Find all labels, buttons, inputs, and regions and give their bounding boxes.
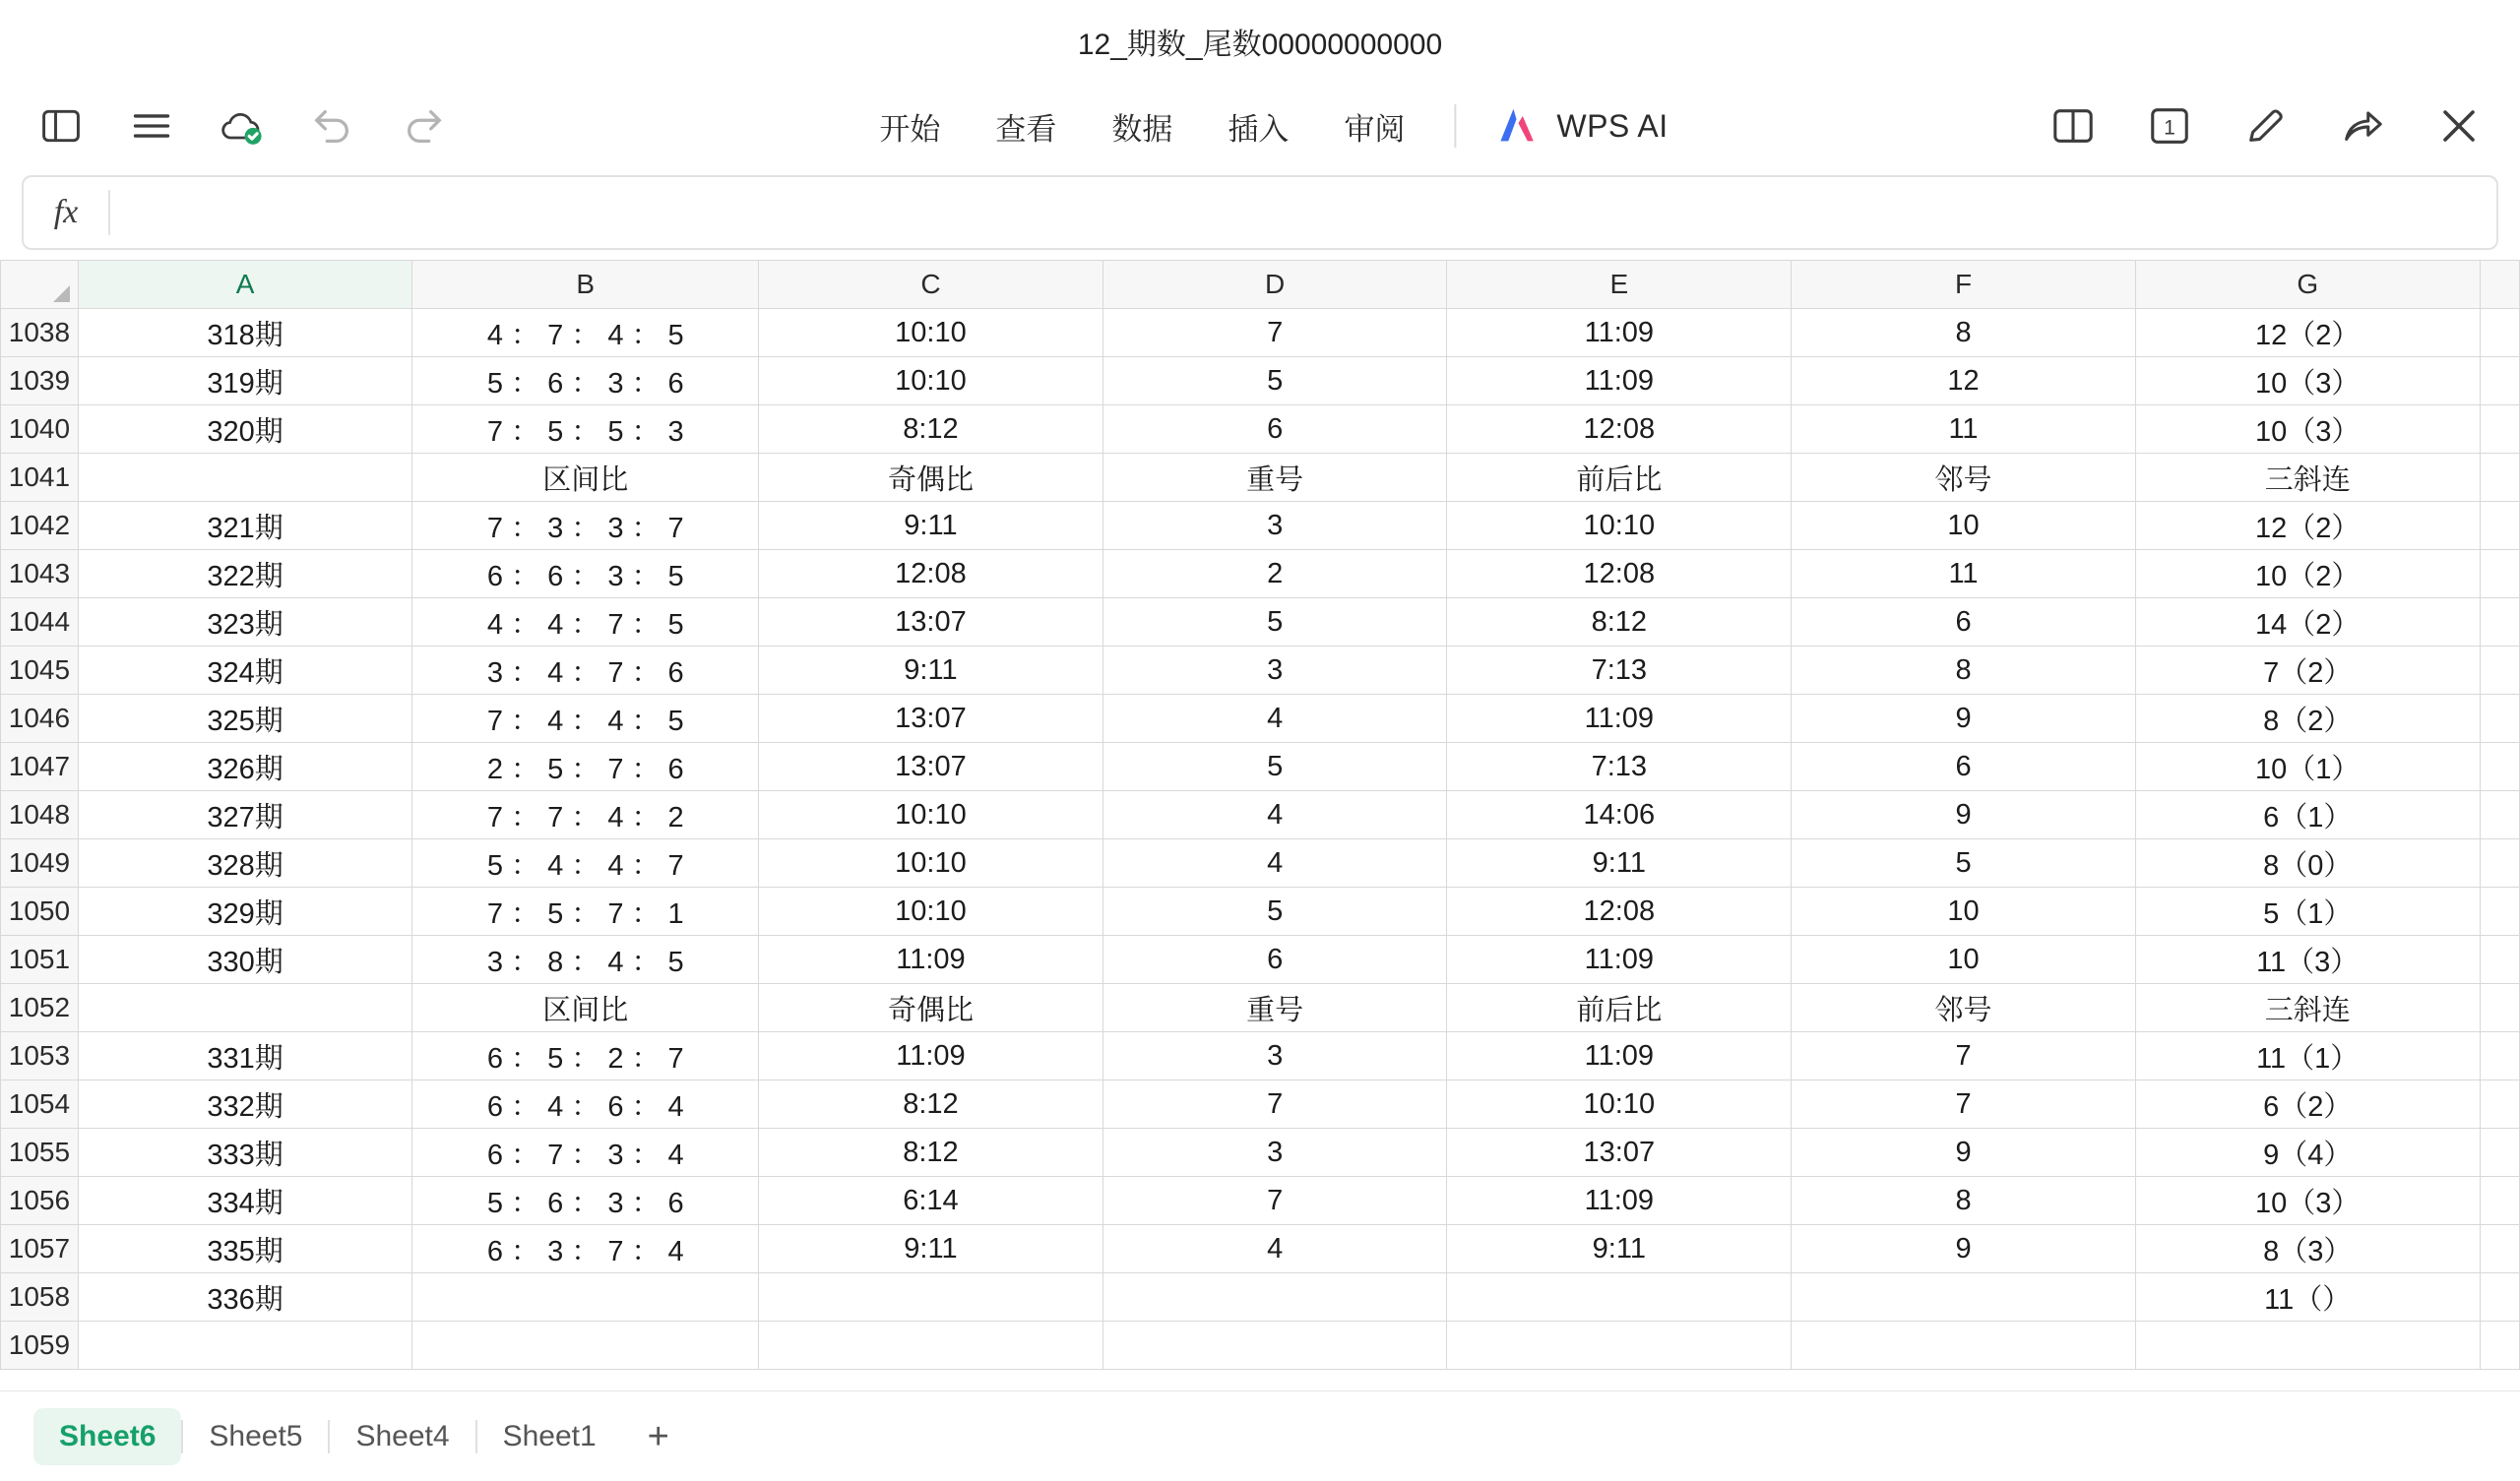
cell-B1058[interactable] xyxy=(412,1273,759,1322)
cell-A1056[interactable]: 334期 xyxy=(78,1177,412,1225)
row-header[interactable]: 1052 xyxy=(1,984,79,1032)
cell-D1039[interactable]: 5 xyxy=(1102,357,1447,405)
cell-C1042[interactable]: 9:11 xyxy=(759,502,1103,550)
row-header[interactable]: 1042 xyxy=(1,502,79,550)
corner-triangle-icon xyxy=(53,285,70,302)
grid-table xyxy=(0,260,2520,1370)
row-header[interactable]: 1048 xyxy=(1,791,79,839)
table-row[interactable] xyxy=(1,695,2520,743)
row-header[interactable]: 1043 xyxy=(1,550,79,598)
row-header[interactable]: 1040 xyxy=(1,405,79,454)
cell-F1053[interactable]: 7 xyxy=(1792,1032,2136,1080)
row-header[interactable]: 1054 xyxy=(1,1080,79,1129)
cell-C1051[interactable]: 11:09 xyxy=(759,936,1103,984)
cell-G1057[interactable]: 8（3） xyxy=(2135,1225,2480,1273)
cell-G1041[interactable]: 三斜连 xyxy=(2135,454,2480,502)
cell-D1043[interactable]: 2 xyxy=(1102,550,1447,598)
cell-D1049[interactable]: 4 xyxy=(1102,839,1447,888)
cell-H1039[interactable] xyxy=(2480,357,2519,405)
cell-A1054[interactable]: 332期 xyxy=(78,1080,412,1129)
cell-E1049[interactable]: 9:11 xyxy=(1447,839,1792,888)
cell-F1057[interactable]: 9 xyxy=(1792,1225,2136,1273)
cell-H1047[interactable] xyxy=(2480,743,2519,791)
table-row[interactable] xyxy=(1,1080,2520,1129)
cell-C1044[interactable]: 13:07 xyxy=(759,598,1103,647)
cell-F1039[interactable]: 12 xyxy=(1792,357,2136,405)
table-row[interactable] xyxy=(1,309,2520,357)
cell-C1039[interactable]: 10:10 xyxy=(759,357,1103,405)
svg-text:1: 1 xyxy=(2164,116,2175,140)
cell-H1048[interactable] xyxy=(2480,791,2519,839)
cell-E1052[interactable]: 前后比 xyxy=(1447,984,1792,1032)
cloud-sync-icon[interactable] xyxy=(215,98,270,154)
cell-H1046[interactable] xyxy=(2480,695,2519,743)
cell-D1057[interactable]: 4 xyxy=(1102,1225,1447,1273)
column-header-d[interactable]: D xyxy=(1102,261,1447,309)
cell-D1056[interactable]: 7 xyxy=(1102,1177,1447,1225)
row-header[interactable]: 1045 xyxy=(1,647,79,695)
cell-B1046[interactable]: 7 ： 4 ： 4 ： 5 xyxy=(412,695,759,743)
table-row[interactable] xyxy=(1,743,2520,791)
row-header[interactable]: 1044 xyxy=(1,598,79,647)
cell-G1040[interactable]: 10（3） xyxy=(2135,405,2480,454)
cell-F1038[interactable]: 8 xyxy=(1792,309,2136,357)
cell-B1040[interactable]: 7 ： 5 ： 5 ： 3 xyxy=(412,405,759,454)
cell-F1059[interactable] xyxy=(1792,1322,2136,1370)
cell-B1056[interactable]: 5 ： 6 ： 3 ： 6 xyxy=(412,1177,759,1225)
cell-G1049[interactable]: 8（0） xyxy=(2135,839,2480,888)
cell-B1038[interactable]: 4 ： 7 ： 4 ： 5 xyxy=(412,309,759,357)
cell-C1038[interactable]: 10:10 xyxy=(759,309,1103,357)
cell-A1042[interactable]: 321期 xyxy=(78,502,412,550)
cell-E1048[interactable]: 14:06 xyxy=(1447,791,1792,839)
row-header[interactable]: 1053 xyxy=(1,1032,79,1080)
cell-E1046[interactable]: 11:09 xyxy=(1447,695,1792,743)
cell-A1046[interactable]: 325期 xyxy=(78,695,412,743)
cell-B1043[interactable]: 6 ： 6 ： 3 ： 5 xyxy=(412,550,759,598)
grid-body xyxy=(1,309,2520,1370)
hamburger-menu-icon[interactable] xyxy=(124,98,179,154)
row-header[interactable]: 1057 xyxy=(1,1225,79,1273)
fx-icon[interactable]: fx xyxy=(53,194,79,230)
cell-D1052[interactable]: 重号 xyxy=(1102,984,1447,1032)
table-row[interactable] xyxy=(1,1032,2520,1080)
cell-A1041[interactable] xyxy=(78,454,412,502)
cell-D1045[interactable]: 3 xyxy=(1102,647,1447,695)
sheet-tab-sheet1[interactable]: Sheet1 xyxy=(502,1419,597,1452)
wps-ai-label: WPS AI xyxy=(1556,107,1669,144)
cell-H1052[interactable] xyxy=(2480,984,2519,1032)
cell-F1050[interactable]: 10 xyxy=(1792,888,2136,936)
share-icon[interactable] xyxy=(2335,98,2390,154)
cell-E1044[interactable]: 8:12 xyxy=(1447,598,1792,647)
split-view-icon[interactable] xyxy=(2046,98,2101,154)
cell-D1038[interactable]: 7 xyxy=(1102,309,1447,357)
cell-F1058[interactable] xyxy=(1792,1273,2136,1322)
tab-insert[interactable]: 插入 xyxy=(1228,111,1290,147)
column-header-c[interactable]: C xyxy=(759,261,1103,309)
table-row[interactable] xyxy=(1,550,2520,598)
cell-G1052[interactable]: 三斜连 xyxy=(2135,984,2480,1032)
table-row[interactable] xyxy=(1,839,2520,888)
cell-B1052[interactable]: 区间比 xyxy=(412,984,759,1032)
cell-E1045[interactable]: 7:13 xyxy=(1447,647,1792,695)
cell-G1056[interactable]: 10（3） xyxy=(2135,1177,2480,1225)
table-row[interactable] xyxy=(1,598,2520,647)
tab-view[interactable]: 查看 xyxy=(995,111,1057,147)
cell-E1038[interactable]: 11:09 xyxy=(1447,309,1792,357)
cell-G1042[interactable]: 12（2） xyxy=(2135,502,2480,550)
cell-C1046[interactable]: 13:07 xyxy=(759,695,1103,743)
cell-F1049[interactable]: 5 xyxy=(1792,839,2136,888)
cell-D1048[interactable]: 4 xyxy=(1102,791,1447,839)
table-row[interactable] xyxy=(1,357,2520,405)
cell-B1049[interactable]: 5 ： 4 ： 4 ： 7 xyxy=(412,839,759,888)
cell-F1044[interactable]: 6 xyxy=(1792,598,2136,647)
toolbar-menus xyxy=(851,98,1668,154)
cell-C1049[interactable]: 10:10 xyxy=(759,839,1103,888)
cell-B1054[interactable]: 6 ： 4 ： 6 ： 4 xyxy=(412,1080,759,1129)
wps-ai-button[interactable] xyxy=(1478,98,1668,154)
table-row[interactable] xyxy=(1,1225,2520,1273)
cell-B1042[interactable]: 7 ： 3 ： 3 ： 7 xyxy=(412,502,759,550)
toolbar-right-icons xyxy=(2046,98,2487,154)
row-header[interactable]: 1047 xyxy=(1,743,79,791)
cell-D1044[interactable]: 5 xyxy=(1102,598,1447,647)
cell-B1047[interactable]: 2 ： 5 ： 7 ： 6 xyxy=(412,743,759,791)
cell-B1055[interactable]: 6 ： 7 ： 3 ： 4 xyxy=(412,1129,759,1177)
cell-F1047[interactable]: 6 xyxy=(1792,743,2136,791)
cell-B1057[interactable]: 6 ： 3 ： 7 ： 4 xyxy=(412,1225,759,1273)
wps-ai-icon xyxy=(1487,98,1543,154)
cell-C1047[interactable]: 13:07 xyxy=(759,743,1103,791)
column-header-f[interactable]: F xyxy=(1792,261,2136,309)
cell-C1045[interactable]: 9:11 xyxy=(759,647,1103,695)
cell-F1055[interactable]: 9 xyxy=(1792,1129,2136,1177)
cell-G1038[interactable]: 12（2） xyxy=(2135,309,2480,357)
cell-F1040[interactable]: 11 xyxy=(1792,405,2136,454)
column-header-a[interactable]: A xyxy=(78,261,412,309)
cell-E1055[interactable]: 13:07 xyxy=(1447,1129,1792,1177)
cell-G1045[interactable]: 7（2） xyxy=(2135,647,2480,695)
cell-D1042[interactable]: 3 xyxy=(1102,502,1447,550)
cell-H1040[interactable] xyxy=(2480,405,2519,454)
cell-B1039[interactable]: 5 ： 6 ： 3 ： 6 xyxy=(412,357,759,405)
cell-C1043[interactable]: 12:08 xyxy=(759,550,1103,598)
tab-review[interactable]: 审阅 xyxy=(1344,111,1406,147)
cell-D1058[interactable] xyxy=(1102,1273,1447,1322)
column-header-row xyxy=(1,261,2520,309)
table-row[interactable] xyxy=(1,1177,2520,1225)
cell-A1058[interactable]: 336期 xyxy=(78,1273,412,1322)
row-header[interactable]: 1058 xyxy=(1,1273,79,1322)
redo-icon[interactable] xyxy=(396,98,451,154)
cell-C1052[interactable]: 奇偶比 xyxy=(759,984,1103,1032)
table-row[interactable] xyxy=(1,405,2520,454)
cell-G1039[interactable]: 10（3） xyxy=(2135,357,2480,405)
cell-A1047[interactable]: 326期 xyxy=(78,743,412,791)
cell-A1043[interactable]: 322期 xyxy=(78,550,412,598)
cell-A1039[interactable]: 319期 xyxy=(78,357,412,405)
cell-H1059[interactable] xyxy=(2480,1322,2519,1370)
cell-C1056[interactable]: 6:14 xyxy=(759,1177,1103,1225)
cell-F1043[interactable]: 11 xyxy=(1792,550,2136,598)
cell-F1046[interactable]: 9 xyxy=(1792,695,2136,743)
row-header[interactable]: 1041 xyxy=(1,454,79,502)
cell-E1054[interactable]: 10:10 xyxy=(1447,1080,1792,1129)
pen-edit-icon[interactable] xyxy=(2238,98,2294,154)
cell-F1056[interactable]: 8 xyxy=(1792,1177,2136,1225)
cell-F1052[interactable]: 邻号 xyxy=(1792,984,2136,1032)
cell-E1047[interactable]: 7:13 xyxy=(1447,743,1792,791)
cell-B1041[interactable]: 区间比 xyxy=(412,454,759,502)
column-header-b[interactable]: B xyxy=(412,261,759,309)
cell-C1040[interactable]: 8:12 xyxy=(759,405,1103,454)
cell-G1050[interactable]: 5（1） xyxy=(2135,888,2480,936)
cell-A1040[interactable]: 320期 xyxy=(78,405,412,454)
sheet-tab-sheet6[interactable]: Sheet6 xyxy=(33,1408,181,1465)
cell-E1043[interactable]: 12:08 xyxy=(1447,550,1792,598)
cell-A1057[interactable]: 335期 xyxy=(78,1225,412,1273)
formula-input[interactable] xyxy=(110,197,2496,228)
sheet-tab-sheet5[interactable]: Sheet5 xyxy=(209,1419,303,1452)
cell-H1043[interactable] xyxy=(2480,550,2519,598)
add-sheet-button[interactable]: + xyxy=(647,1415,669,1457)
cell-E1059[interactable] xyxy=(1447,1322,1792,1370)
row-header[interactable]: 1039 xyxy=(1,357,79,405)
cell-A1053[interactable]: 331期 xyxy=(78,1032,412,1080)
toolbar-left-icons xyxy=(33,98,451,154)
cell-E1041[interactable]: 前后比 xyxy=(1447,454,1792,502)
cell-H1041[interactable] xyxy=(2480,454,2519,502)
cell-H1051[interactable] xyxy=(2480,936,2519,984)
select-all-corner[interactable] xyxy=(1,261,79,309)
cell-A1038[interactable]: 318期 xyxy=(78,309,412,357)
row-header[interactable]: 1050 xyxy=(1,888,79,936)
cell-H1056[interactable] xyxy=(2480,1177,2519,1225)
cell-G1048[interactable]: 6（1） xyxy=(2135,791,2480,839)
cell-E1051[interactable]: 11:09 xyxy=(1447,936,1792,984)
cell-H1044[interactable] xyxy=(2480,598,2519,647)
table-row[interactable] xyxy=(1,936,2520,984)
undo-icon[interactable] xyxy=(305,98,360,154)
formula-bar xyxy=(22,175,2498,250)
cell-E1040[interactable]: 12:08 xyxy=(1447,405,1792,454)
cell-D1040[interactable]: 6 xyxy=(1102,405,1447,454)
cell-C1057[interactable]: 9:11 xyxy=(759,1225,1103,1273)
cell-C1055[interactable]: 8:12 xyxy=(759,1129,1103,1177)
cell-E1039[interactable]: 11:09 xyxy=(1447,357,1792,405)
cell-E1057[interactable]: 9:11 xyxy=(1447,1225,1792,1273)
cell-F1045[interactable]: 8 xyxy=(1792,647,2136,695)
cell-D1046[interactable]: 4 xyxy=(1102,695,1447,743)
column-header-g[interactable]: G xyxy=(2135,261,2480,309)
row-header[interactable]: 1056 xyxy=(1,1177,79,1225)
cell-C1050[interactable]: 10:10 xyxy=(759,888,1103,936)
cell-A1049[interactable]: 328期 xyxy=(78,839,412,888)
main-toolbar xyxy=(0,83,2520,169)
cell-C1058[interactable] xyxy=(759,1273,1103,1322)
cell-D1051[interactable]: 6 xyxy=(1102,936,1447,984)
cell-D1041[interactable]: 重号 xyxy=(1102,454,1447,502)
cell-G1051[interactable]: 11（3） xyxy=(2135,936,2480,984)
cell-D1053[interactable]: 3 xyxy=(1102,1032,1447,1080)
cell-F1048[interactable]: 9 xyxy=(1792,791,2136,839)
cell-F1042[interactable]: 10 xyxy=(1792,502,2136,550)
cell-G1054[interactable]: 6（2） xyxy=(2135,1080,2480,1129)
cell-H1053[interactable] xyxy=(2480,1032,2519,1080)
sheet-tab-bar xyxy=(0,1390,2520,1481)
row-header[interactable]: 1051 xyxy=(1,936,79,984)
cell-A1055[interactable]: 333期 xyxy=(78,1129,412,1177)
cell-B1051[interactable]: 3 ： 8 ： 4 ： 5 xyxy=(412,936,759,984)
cell-A1052[interactable] xyxy=(78,984,412,1032)
cell-H1054[interactable] xyxy=(2480,1080,2519,1129)
cell-G1044[interactable]: 14（2） xyxy=(2135,598,2480,647)
cell-G1059[interactable] xyxy=(2135,1322,2480,1370)
sheet-tab-sheet4[interactable]: Sheet4 xyxy=(355,1419,450,1452)
cell-A1059[interactable] xyxy=(78,1322,412,1370)
cell-D1059[interactable] xyxy=(1102,1322,1447,1370)
cell-E1050[interactable]: 12:08 xyxy=(1447,888,1792,936)
cell-F1051[interactable]: 10 xyxy=(1792,936,2136,984)
tab-start[interactable]: 开始 xyxy=(879,111,941,147)
cell-H1045[interactable] xyxy=(2480,647,2519,695)
cell-A1045[interactable]: 324期 xyxy=(78,647,412,695)
cell-B1044[interactable]: 4 ： 4 ： 7 ： 5 xyxy=(412,598,759,647)
cell-E1042[interactable]: 10:10 xyxy=(1447,502,1792,550)
table-row[interactable] xyxy=(1,647,2520,695)
cell-F1041[interactable]: 邻号 xyxy=(1792,454,2136,502)
cell-H1055[interactable] xyxy=(2480,1129,2519,1177)
cell-G1046[interactable]: 8（2） xyxy=(2135,695,2480,743)
table-row[interactable] xyxy=(1,888,2520,936)
row-header[interactable]: 1038 xyxy=(1,309,79,357)
cell-D1047[interactable]: 5 xyxy=(1102,743,1447,791)
cell-H1042[interactable] xyxy=(2480,502,2519,550)
cell-D1054[interactable]: 7 xyxy=(1102,1080,1447,1129)
cell-C1054[interactable]: 8:12 xyxy=(759,1080,1103,1129)
cell-G1053[interactable]: 11（1） xyxy=(2135,1032,2480,1080)
column-header-e[interactable]: E xyxy=(1447,261,1792,309)
cell-H1049[interactable] xyxy=(2480,839,2519,888)
table-row[interactable] xyxy=(1,1322,2520,1370)
cell-A1051[interactable]: 330期 xyxy=(78,936,412,984)
cell-A1050[interactable]: 329期 xyxy=(78,888,412,936)
column-header-h-partial[interactable] xyxy=(2480,261,2519,309)
cell-A1048[interactable]: 327期 xyxy=(78,791,412,839)
cell-H1050[interactable] xyxy=(2480,888,2519,936)
cell-A1044[interactable]: 323期 xyxy=(78,598,412,647)
cell-H1057[interactable] xyxy=(2480,1225,2519,1273)
row-header[interactable]: 1059 xyxy=(1,1322,79,1370)
table-row[interactable] xyxy=(1,791,2520,839)
cell-G1058[interactable]: 11（） xyxy=(2135,1273,2480,1322)
sidebar-toggle-icon[interactable] xyxy=(33,98,89,154)
row-header[interactable]: 1055 xyxy=(1,1129,79,1177)
cell-B1053[interactable]: 6 ： 5 ： 2 ： 7 xyxy=(412,1032,759,1080)
table-row[interactable] xyxy=(1,454,2520,502)
row-header[interactable]: 1049 xyxy=(1,839,79,888)
close-icon[interactable] xyxy=(2431,98,2487,154)
cell-B1059[interactable] xyxy=(412,1322,759,1370)
table-row[interactable] xyxy=(1,1273,2520,1322)
cell-G1055[interactable]: 9（4） xyxy=(2135,1129,2480,1177)
toolbar-divider xyxy=(1454,104,1456,148)
spreadsheet-grid[interactable] xyxy=(0,260,2520,1390)
cell-H1038[interactable] xyxy=(2480,309,2519,357)
cell-B1048[interactable]: 7 ： 7 ： 4 ： 2 xyxy=(412,791,759,839)
cell-E1058[interactable] xyxy=(1447,1273,1792,1322)
row-header[interactable]: 1046 xyxy=(1,695,79,743)
cell-D1050[interactable]: 5 xyxy=(1102,888,1447,936)
cell-B1045[interactable]: 3 ： 4 ： 7 ： 6 xyxy=(412,647,759,695)
table-row[interactable] xyxy=(1,1129,2520,1177)
cell-C1059[interactable] xyxy=(759,1322,1103,1370)
cell-H1058[interactable] xyxy=(2480,1273,2519,1322)
cell-C1041[interactable]: 奇偶比 xyxy=(759,454,1103,502)
cell-C1048[interactable]: 10:10 xyxy=(759,791,1103,839)
window-titlebar xyxy=(0,0,2520,83)
cell-E1056[interactable]: 11:09 xyxy=(1447,1177,1792,1225)
cell-F1054[interactable]: 7 xyxy=(1792,1080,2136,1129)
cell-D1055[interactable]: 3 xyxy=(1102,1129,1447,1177)
cell-G1043[interactable]: 10（2） xyxy=(2135,550,2480,598)
cell-C1053[interactable]: 11:09 xyxy=(759,1032,1103,1080)
table-row[interactable] xyxy=(1,984,2520,1032)
document-title: 12_期数_尾数00000000000 xyxy=(1077,29,1443,61)
page-count-icon[interactable] xyxy=(2142,98,2197,154)
cell-E1053[interactable]: 11:09 xyxy=(1447,1032,1792,1080)
cell-G1047[interactable]: 10（1） xyxy=(2135,743,2480,791)
tab-data[interactable]: 数据 xyxy=(1111,111,1173,147)
table-row[interactable] xyxy=(1,502,2520,550)
cell-B1050[interactable]: 7 ： 5 ： 7 ： 1 xyxy=(412,888,759,936)
